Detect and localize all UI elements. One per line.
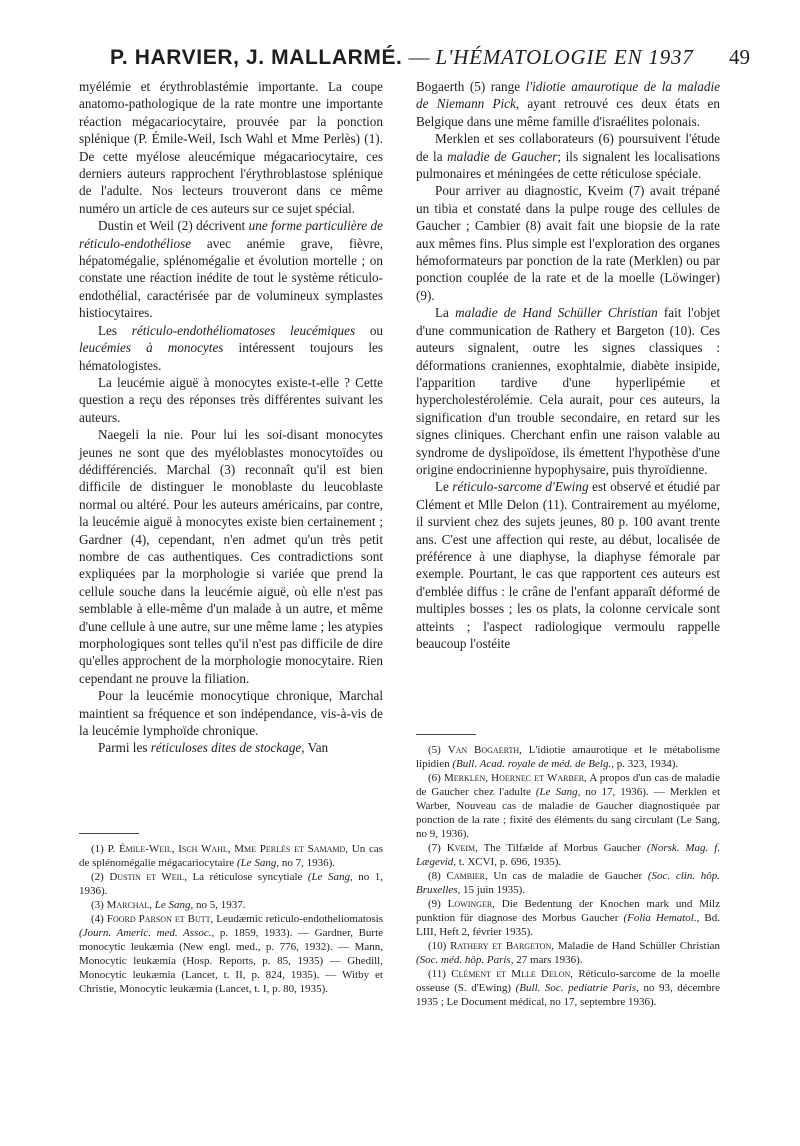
footnote: (2) Dustin et Weil, La réticulose syncytiale (Le Sang, no 1, 1936). <box>79 871 384 897</box>
header-separator: — <box>408 45 430 69</box>
footnote-rule <box>416 734 476 735</box>
left-column <box>79 78 383 757</box>
paragraph: La maladie de Hand Schüller Christian fait l'objet d'une communication de Rathery et Bargeton (10). Ces auteurs signalent, outre les signes classiques : déformations craniennes, exophtalmie, diabète insipide, l'apparition tardive d'une hyperlipémie et hypercholestérolémie. Cela aurait, pour ces auteurs, la signification d'un trouble secondaire, en retard sur les signes cliniques. Cherchant enfin une raison valable au syndrome de dyslipoïdose, ils émettent l'hypothèse d'une origine endocrinienne hypophysaire, puis thyroïdienne. <box>416 305 721 477</box>
footnote-rule <box>79 833 139 834</box>
paragraph: Dustin et Weil (2) décrivent une forme particulière de réticulo-endothéliose avec anémie grave, fièvre, hépatomégalie, splénomégalie et évolution mortelle ; on constate une réaction inédite de tout le système réticulo-endothélial, caractérisée par de volumineux symplastes histiocytaires. <box>79 218 384 321</box>
footnote: (3) Marchal, Le Sang, no 5, 1937. <box>91 899 246 911</box>
paragraph: La leucémie aiguë à monocytes existe-t-elle ? Cette question a reçu des réponses très différentes suivant les auteurs. <box>79 374 383 425</box>
footnote: (11) Clément et Mlle Delon, Réticulo-sarcome de la moelle osseuse (S. d'Ewing) (Bull. Soc. pediatrie Paris, no 93, décembre 1935 ; Le Document médical, no 17, septembre 1936). <box>416 968 721 1008</box>
footnote: (1) P. Émile-Weil, Isch Wahl, Mme Perlès et Samamd, Un cas de splénomégalie mégacariocytaire (Le Sang, no 7, 1936). <box>79 843 384 869</box>
paragraph: Les réticulo-endothéliomatoses leucémiques ou leucémies à monocytes intéressent toujours les hématologistes. <box>79 322 383 373</box>
paragraph: Merklen et ses collaborateurs (6) poursuivent l'étude de la maladie de Gaucher; ils signalent les localisations pulmonaires et méningées de cette réticulose spéciale. <box>416 131 721 182</box>
right-column <box>416 78 720 652</box>
footnote: (10) Rathery et Bargeton, Maladie de Hand Schüller Christian (Soc. méd. hôp. Paris, 27 mars 1936). <box>416 940 721 966</box>
paragraph: Naegeli la nie. Pour lui les soi-disant monocytes jeunes ne sont que des myéloblastes monocytoïdes ou dédifférenciés. Marchal (3) reconnaît qu'il est bien difficile de distinguer le monoblaste du leucoblaste normal ou altéré. Pour les auteurs américains, par contre, la leucémie aiguë à monocytes existe bien certainement ; Gardner (4), cependant, n'en admet qu'un très petit nombre de cas authentiques. Ces contradictions sont expliquées par la morphologie si variée que prend la cellule souche dans la leucémie aiguë, où elle n'est pas semblable à elle-même d'un malade à un autre, et même d'une cellule à une autre, sur une même lame ; les atypies morphologiques sont telles qu'il n'est pas difficile de dire qu'elles approchent de la morphologie monocytaire. Rien cependant ne prouve la filiation. <box>79 427 383 686</box>
footnotes-right <box>416 728 720 1009</box>
footnote: (4) Foord Parson et Butt, Leudæmic reticulo-endotheliomatosis (Journ. Americ. med. Assoc., p. 1859, 1933). — Gardner, Burte monocytic leukæmia (New engl. med., p. 776, 1932). — Mann, Monocytic leukæmia (Hosp. Reports, p. 85, 1935) — Ghedill, Monocytic leukæmia (Lancet, t. II, p. 824, 1935). — Witby et Christie, Monocytic leukæmia (Lancet, t. I, p. 80, 1935). <box>79 913 384 995</box>
running-header <box>110 40 750 74</box>
page-number: 49 <box>729 45 750 69</box>
footnote: (7) Kveim, The Tilfælde af Morbus Gaucher (Norsk. Mag. f. Lægevid, t. XCVI, p. 696, 1935). <box>416 842 720 868</box>
paragraph: Parmi les réticuloses dites de stockage, Van <box>98 740 329 756</box>
header-title: L'HÉMATOLOGIE EN 1937 <box>435 45 694 69</box>
paragraph: myélémie et érythroblastémie importante. La coupe anatomo-pathologique de la rate montre une importante réaction mégacariocytaire, prouvée par la ponction splénique (P. Émile-Weil, Isch Wahl et Mme Perlès) (1). De cette myélose aleucémique mégacariocytaire, ces derniers auteurs rapprochent l'érythroblastose splénique de l'adulte. Nos lecteurs trouveront dans ce même numéro un article de ces auteurs sur ce sujet spécial. <box>79 79 383 216</box>
footnote: (9) Lowinger, Die Bedentung der Knochen mark und Milz punktion für diagnose des Morbus Gaucher (Folia Hematol., Bd. LIII, Heft 2, février 1935). <box>416 898 720 938</box>
paragraph: Pour la leucémie monocytique chronique, Marchal maintient sa fréquence et son indépendance, vis-à-vis de la leucémie lymphoïde chronique. <box>79 688 383 739</box>
footnote: (6) Merklen, Hoernec et Warber, A propos d'un cas de maladie de Gaucher chez l'adulte (Le Sang, no 17, 1936). — Merklen et Warber, Nouveau cas de maladie de Gaucher diagnostiquée par ponction de la rate ; fixité des éléments du sang circulant (Le Sang, no 9, 1936). <box>416 772 720 840</box>
header-authors: P. HARVIER, J. MALLARMÉ. <box>110 46 403 69</box>
footnote: (5) Van Bogaerth, L'idiotie amaurotique et le métabolisme lipidien (Bull. Acad. royale de méd. de Belg., p. 323, 1934). <box>416 744 721 770</box>
paragraph: Pour arriver au diagnostic, Kveim (7) avait trépané un tibia et constaté dans la pulpe rouge des cellules de Gaucher ; Cambier (8) avait fait une biopsie de la rate aux mêmes fins. Plus simple est l'exploration des organes hémoformateurs par ponction de la rate (Merklen) ou par ponction couplée de la rate et de la moelle (Löwinger) (9). <box>416 183 720 303</box>
footnote: (8) Cambier, Un cas de maladie de Gaucher (Soc. clin. hôp. Bruxelles, 15 juin 1935). <box>416 870 721 896</box>
paragraph: Le réticulo-sarcome d'Ewing est observé et étudié par Clément et Mlle Delon (11). Contrairement au myélome, il survient chez des sujets jeunes, 80 p. 100 avant trente ans. C'est une affection qui reste, au début, localisée de préférence à une diaphyse, la diaphyse fémorale par exemple. Pourtant, le cas que rapportent ces auteurs est d'emblée diffus : le crâne de l'enfant apparaît déformé de multiples bosses ; les os plats, la colonne cervicale sont atteints ; l'aspect radiologique vermoulu rappelle beaucoup l'ostéite <box>416 479 721 651</box>
paragraph: Bogaerth (5) range l'idiotie amaurotique de la maladie de Niemann Pick, ayant retrouvé ces deux états en Belgique dans une même famille d'israélites polonais. <box>416 79 720 129</box>
footnotes-left <box>79 827 383 996</box>
